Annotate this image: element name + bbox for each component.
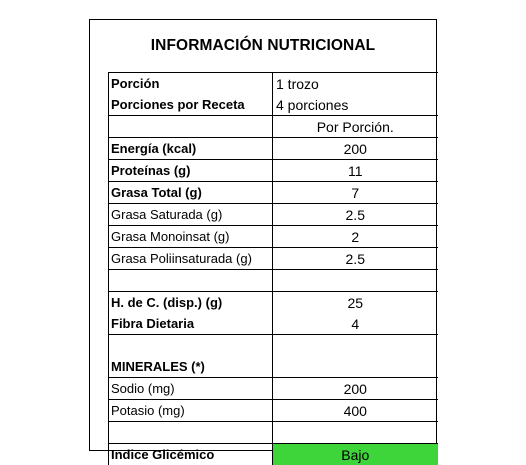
nutrition-title: INFORMACIÓN NUTRICIONAL (90, 20, 436, 72)
nutrition-table (108, 72, 438, 465)
fibra-value: 4 (273, 313, 438, 335)
grasa-poli-value: 2.5 (273, 248, 438, 270)
spacer-value (273, 270, 438, 292)
hc-label: H. de C. (disp.) (g) (109, 292, 273, 314)
table-row-potasio (109, 400, 438, 422)
minerales-label: MINERALES (*) (109, 356, 273, 378)
proteinas-value: 11 (273, 160, 438, 182)
table-row-grasa-total (109, 182, 438, 204)
energia-label: Energía (kcal) (109, 138, 273, 160)
grasa-mono-value: 2 (273, 226, 438, 248)
table-row-sodio (109, 378, 438, 400)
porciones-receta-value: 4 porciones (273, 94, 438, 116)
sodio-label: Sodio (mg) (109, 378, 273, 400)
fibra-label: Fibra Dietaria (109, 313, 273, 335)
por-porcion-header: Por Porción. (273, 116, 438, 138)
spacer-label (109, 270, 273, 292)
table-row-hc (109, 292, 438, 314)
table-row-fibra (109, 313, 438, 335)
grasa-poli-label: Grasa Poliinsaturada (g) (109, 248, 273, 270)
table-row-grasa-mono (109, 226, 438, 248)
table-row-energia (109, 138, 438, 160)
porciones-receta-label: Porciones por Receta (109, 94, 273, 116)
table-row-proteinas (109, 160, 438, 182)
grasa-total-label: Grasa Total (g) (109, 182, 273, 204)
porcion-value: 1 trozo (273, 73, 438, 95)
minerales-value-empty (273, 356, 438, 378)
minerales-spacer-label (109, 335, 273, 357)
grasa-saturada-value: 2.5 (273, 204, 438, 226)
header-label-empty (109, 116, 273, 138)
grasa-mono-label: Grasa Monoinsat (g) (109, 226, 273, 248)
table-row-grasa-saturada (109, 204, 438, 226)
minerales-spacer-value (273, 335, 438, 357)
energia-value: 200 (273, 138, 438, 160)
hc-value: 25 (273, 292, 438, 314)
indice-glicemico-label: Indice Glicémico (109, 444, 273, 465)
table-row-minerales-spacer (109, 335, 438, 357)
spacer-2-value (273, 422, 438, 444)
table-row-header (109, 116, 438, 138)
table-row-minerales (109, 356, 438, 378)
potasio-value: 400 (273, 400, 438, 422)
grasa-total-value: 7 (273, 182, 438, 204)
proteinas-label: Proteínas (g) (109, 160, 273, 182)
indice-glicemico-value: Bajo (273, 444, 438, 465)
nutrition-facts-card (89, 19, 437, 451)
table-row-indice-glicemico (109, 444, 438, 465)
porcion-label: Porción (109, 73, 273, 95)
table-row-porcion (109, 73, 438, 95)
table-row-spacer (109, 270, 438, 292)
spacer-2-label (109, 422, 273, 444)
table-row-porciones-receta (109, 94, 438, 116)
potasio-label: Potasio (mg) (109, 400, 273, 422)
table-row-spacer-2 (109, 422, 438, 444)
grasa-saturada-label: Grasa Saturada (g) (109, 204, 273, 226)
table-row-grasa-poli (109, 248, 438, 270)
sodio-value: 200 (273, 378, 438, 400)
